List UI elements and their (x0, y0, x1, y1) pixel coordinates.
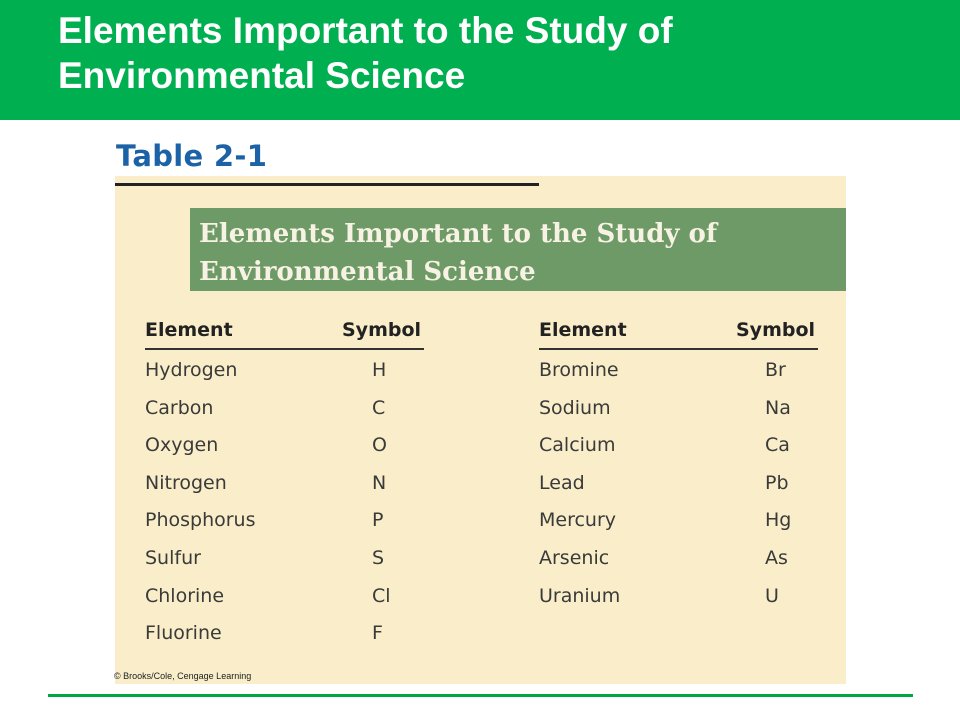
left-column-header (145, 318, 424, 350)
element-symbol: C (372, 396, 386, 419)
slide-title: Elements Important to the Study of Environmental Science (58, 10, 673, 96)
element-name: Fluorine (145, 622, 222, 645)
element-name: Sulfur (145, 546, 201, 569)
element-name: Sodium (539, 396, 611, 419)
element-symbol: Cl (372, 584, 391, 607)
element-symbol: P (372, 509, 384, 532)
header-element: Element (145, 319, 233, 341)
element-name: Hydrogen (145, 359, 238, 381)
table-row (145, 542, 424, 580)
element-name: Oxygen (145, 434, 219, 457)
element-name: Chlorine (145, 584, 225, 607)
table-row (145, 354, 424, 392)
table-figure (111, 134, 851, 687)
footer-rule (48, 694, 913, 697)
header-symbol: Symbol (342, 319, 422, 341)
element-symbol: U (765, 584, 779, 607)
element-symbol: Na (765, 396, 791, 419)
right-rows (539, 354, 818, 617)
element-symbol: H (372, 359, 387, 381)
table-row (539, 504, 818, 542)
table-row (539, 429, 818, 467)
copyright-note: © Brooks/Cole, Cengage Learning (114, 671, 252, 681)
left-rows (145, 354, 424, 655)
table-row (145, 467, 424, 505)
header-symbol: Symbol (736, 319, 816, 341)
element-name: Bromine (539, 359, 619, 381)
table-title: Elements Important to the Study of Environmental Science (199, 219, 718, 287)
element-symbol: N (372, 471, 387, 494)
table-label-rule (115, 183, 539, 186)
right-column-header (539, 318, 818, 350)
slide-header-bar (0, 0, 960, 120)
table-row (539, 542, 818, 580)
element-symbol: Ca (765, 434, 790, 457)
header-element: Element (539, 319, 627, 341)
table-row (539, 354, 818, 392)
element-symbol: Pb (765, 471, 789, 494)
table-row (539, 467, 818, 505)
table-title-banner (190, 208, 846, 291)
element-name: Lead (539, 471, 585, 494)
element-symbol: Br (765, 359, 786, 381)
element-symbol: O (372, 434, 387, 457)
element-symbol: As (765, 546, 788, 569)
element-symbol: F (372, 622, 383, 645)
element-name: Uranium (539, 584, 621, 607)
table-row (145, 392, 424, 430)
table-row (145, 617, 424, 655)
table-row (539, 392, 818, 430)
table-row (539, 580, 818, 618)
element-name: Carbon (145, 396, 214, 419)
table-row (145, 580, 424, 618)
element-symbol: Hg (765, 509, 792, 532)
table-row (145, 429, 424, 467)
element-name: Mercury (539, 509, 617, 532)
element-symbol: S (372, 546, 385, 569)
left-column (145, 318, 424, 655)
element-name: Arsenic (539, 546, 610, 569)
table-row (145, 504, 424, 542)
right-column (539, 318, 818, 617)
element-name: Nitrogen (145, 471, 227, 494)
element-name: Calcium (539, 434, 616, 457)
element-name: Phosphorus (145, 509, 256, 532)
table-label: Table 2-1 (116, 139, 268, 173)
